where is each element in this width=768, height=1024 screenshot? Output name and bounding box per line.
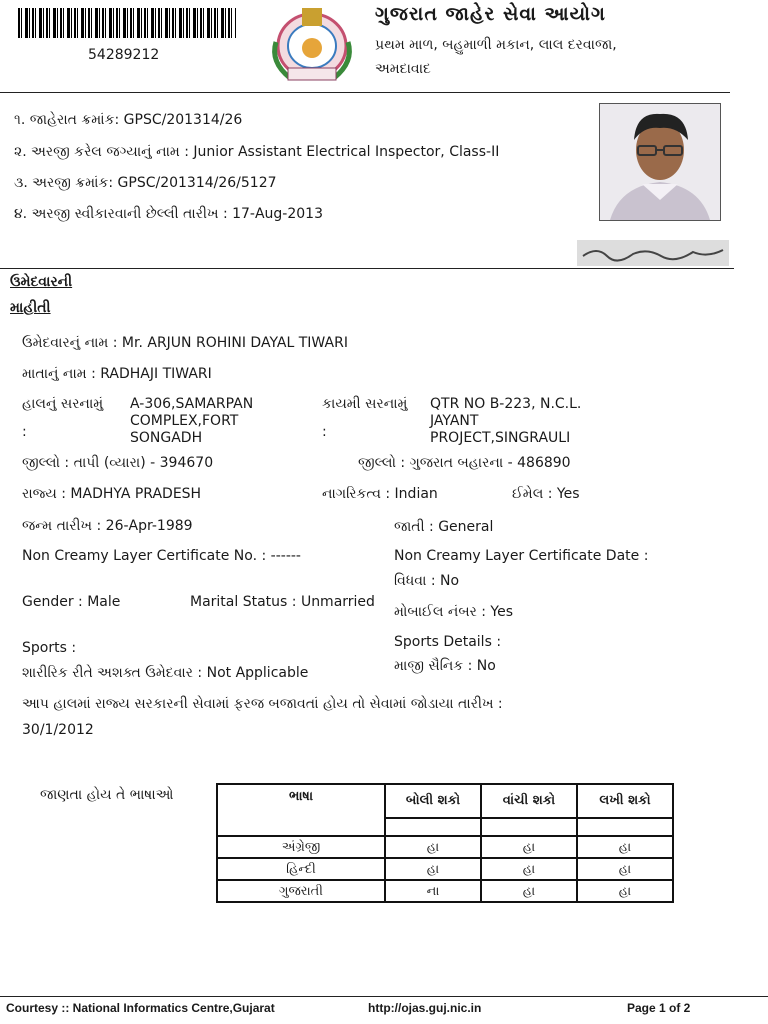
mother-name: માતાનું નામ : RADHAJI TIWARI [22, 366, 212, 382]
present-district: જીલ્લો : તાપી (વ્યારા) - 394670 [22, 455, 214, 471]
section-title-info: માહીતી [10, 300, 51, 316]
footer-page-number: Page 1 of 2 [627, 1001, 691, 1015]
languages-label: જાણતા હોય તે ભાષાઓ [40, 787, 174, 803]
address-line-2: અમદાવાદ [375, 61, 431, 77]
present-address-label: હાલનું સરનામું [22, 396, 104, 412]
footer-courtesy: Courtesy :: National Informatics Centre,Gujarat [6, 1001, 275, 1015]
language-name: હિન્દી [217, 858, 385, 880]
state: રાજ્ય : MADHYA PRADESH [22, 486, 202, 502]
table-row [217, 858, 673, 880]
candidate-photo [599, 103, 721, 221]
present-address-colon: : [22, 424, 27, 440]
languages-table [216, 783, 674, 903]
application-number: ૩. અરજી ક્રમાંક: GPSC/201314/26/5127 [14, 175, 277, 191]
footer-url[interactable]: http://ojas.guj.nic.in [368, 1001, 482, 1015]
table-row [217, 880, 673, 902]
speak-value: હા [385, 836, 481, 858]
column-header-write: લખી શકો [577, 784, 673, 818]
write-value: હા [577, 836, 673, 858]
address-line-1: પ્રથમ માળ, બહુમાળી મકાન, લાલ દરવાજા, [375, 37, 617, 53]
read-value: હા [481, 858, 577, 880]
read-value: હા [481, 880, 577, 902]
permanent-address-colon: : [322, 424, 327, 440]
permanent-address-label: કાયમી સરનામું [322, 396, 408, 412]
mobile: મોબાઈલ નંબર : Yes [394, 604, 514, 620]
advertisement-number: ૧. જાહેરાત ક્રમાંક: GPSC/201314/26 [14, 112, 243, 128]
last-date: ૪. અરજી સ્વીકારવાની છેલ્લી તારીખ : 17-Aug-2013 [14, 206, 323, 222]
language-name: અંગ્રેજી [217, 836, 385, 858]
caste: જાતી : General [394, 519, 494, 535]
gpsc-emblem-icon [266, 2, 358, 88]
present-address-line-2: COMPLEX,FORT [130, 413, 239, 429]
table-header-row [217, 784, 673, 818]
candidate-name: ઉમેદવારનું નામ : Mr. ARJUN ROHINI DAYAL TIWARI [22, 335, 348, 351]
present-address-line-3: SONGADH [130, 430, 203, 446]
table-row [217, 836, 673, 858]
gender: Gender : Male [22, 594, 121, 610]
permanent-address-line-3: PROJECT,SINGRAULI [430, 430, 571, 446]
column-header-language: ભાષા [217, 784, 385, 836]
nationality: નાગરિકત્વ : Indian [322, 486, 438, 502]
present-address-line-1: A-306,SAMARPAN [130, 396, 254, 412]
barcode-image [18, 8, 236, 38]
header-divider [0, 92, 730, 93]
email: ઈમેલ : Yes [512, 486, 580, 502]
write-value: હા [577, 880, 673, 902]
sports-details: Sports Details : [394, 634, 502, 650]
commission-name: ગુજરાત જાહેર સેવા આયોગ [375, 3, 606, 25]
section-title-candidate: ઉમેદવારની [10, 274, 73, 290]
ncl-certificate-no: Non Creamy Layer Certificate No. : ------ [22, 548, 301, 564]
speak-value: હા [385, 858, 481, 880]
footer-divider [0, 996, 768, 997]
barcode-number: 54289212 [88, 47, 160, 63]
section-divider [0, 268, 734, 269]
physically-disabled: શારીરિક રીતે અશક્ત ઉમેદવાર : Not Applicable [22, 665, 309, 681]
permanent-district: જીલ્લો : ગુજરાત બહારના - 486890 [358, 455, 571, 471]
permanent-address-line-1: QTR NO B-223, N.C.L. [430, 396, 582, 412]
language-name: ગુજરાતી [217, 880, 385, 902]
marital-status: Marital Status : Unmarried [190, 594, 375, 610]
column-header-speak: બોલી શકો [385, 784, 481, 818]
speak-value: ના [385, 880, 481, 902]
post-name: ૨. અરજી કરેલ જગ્યાનું નામ : Junior Assistant Electrical Inspector, Class-II [14, 144, 500, 160]
read-value: હા [481, 836, 577, 858]
write-value: હા [577, 858, 673, 880]
sports: Sports : [22, 640, 77, 656]
ncl-certificate-date: Non Creamy Layer Certificate Date : [394, 548, 649, 564]
signature-image [577, 240, 729, 266]
govt-service-date: 30/1/2012 [22, 722, 94, 738]
column-header-read: વાંચી શકો [481, 784, 577, 818]
permanent-address-line-2: JAYANT [430, 413, 479, 429]
date-of-birth: જન્મ તારીખ : 26-Apr-1989 [22, 518, 193, 534]
govt-service-label: આપ હાલમાં રાજ્ય સરકારની સેવામાં ફરજ બજાવતાં હોય તો સેવામાં જોડાયા તારીખ : [22, 696, 503, 712]
widow: વિધવા : No [394, 573, 460, 589]
ex-serviceman: માજી સૈનિક : No [394, 658, 496, 674]
